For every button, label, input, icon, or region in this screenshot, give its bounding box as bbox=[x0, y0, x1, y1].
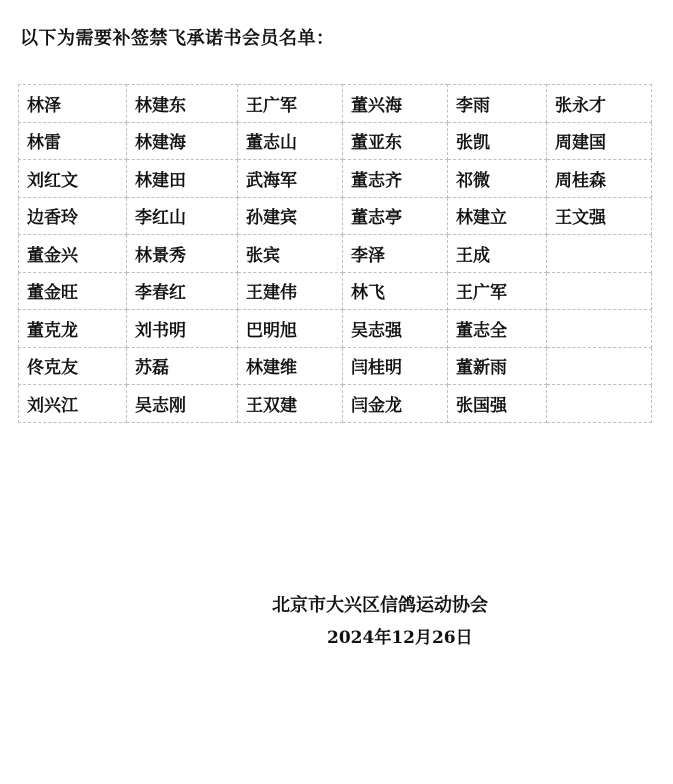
member-name-cell: 王建伟 bbox=[238, 272, 343, 310]
member-name-cell: 孙建宾 bbox=[238, 197, 343, 235]
empty-cell bbox=[547, 347, 652, 385]
member-name-cell: 吴志刚 bbox=[127, 385, 238, 423]
table-row bbox=[19, 122, 652, 160]
issuing-organization: 北京市大兴区信鸽运动协会 bbox=[272, 595, 488, 616]
member-name-cell: 林景秀 bbox=[127, 235, 238, 273]
member-name-cell: 王双建 bbox=[238, 385, 343, 423]
member-name-cell: 武海军 bbox=[238, 160, 343, 198]
member-name-cell: 李雨 bbox=[448, 85, 547, 123]
member-name-cell: 李春红 bbox=[127, 272, 238, 310]
member-name-cell: 张国强 bbox=[448, 385, 547, 423]
member-name-cell: 王广军 bbox=[238, 85, 343, 123]
member-name-cell: 林雷 bbox=[19, 122, 127, 160]
member-name-cell: 董新雨 bbox=[448, 347, 547, 385]
member-name-cell: 李红山 bbox=[127, 197, 238, 235]
issue-date: 2024年12月26日 bbox=[327, 628, 473, 648]
member-name-cell: 董志全 bbox=[448, 310, 547, 348]
member-name-cell: 张宾 bbox=[238, 235, 343, 273]
table-row bbox=[19, 235, 652, 273]
member-name-cell: 吴志强 bbox=[343, 310, 448, 348]
table-row bbox=[19, 272, 652, 310]
member-name-cell: 王广军 bbox=[448, 272, 547, 310]
member-name-cell: 边香玲 bbox=[19, 197, 127, 235]
member-name-cell: 王成 bbox=[448, 235, 547, 273]
member-name-cell: 林建东 bbox=[127, 85, 238, 123]
empty-cell bbox=[547, 385, 652, 423]
member-name-cell: 张凯 bbox=[448, 122, 547, 160]
table-row bbox=[19, 85, 652, 123]
member-name-cell: 董志齐 bbox=[343, 160, 448, 198]
member-name-cell: 苏磊 bbox=[127, 347, 238, 385]
member-name-cell: 林建立 bbox=[448, 197, 547, 235]
empty-cell bbox=[547, 235, 652, 273]
member-name-cell: 周桂森 bbox=[547, 160, 652, 198]
member-name-cell: 周建国 bbox=[547, 122, 652, 160]
member-name-cell: 董克龙 bbox=[19, 310, 127, 348]
member-table bbox=[18, 84, 652, 423]
member-name-cell: 董志山 bbox=[238, 122, 343, 160]
member-name-cell: 张永才 bbox=[547, 85, 652, 123]
member-name-cell: 林飞 bbox=[343, 272, 448, 310]
member-name-cell: 董金兴 bbox=[19, 235, 127, 273]
member-name-cell: 林建田 bbox=[127, 160, 238, 198]
document-heading: 以下为需要补签禁飞承诺书会员名单： bbox=[20, 28, 335, 49]
member-name-cell: 刘书明 bbox=[127, 310, 238, 348]
member-name-cell: 巴明旭 bbox=[238, 310, 343, 348]
table-row bbox=[19, 310, 652, 348]
member-name-cell: 刘红文 bbox=[19, 160, 127, 198]
member-name-cell: 林建海 bbox=[127, 122, 238, 160]
member-name-cell: 祁微 bbox=[448, 160, 547, 198]
table-row bbox=[19, 347, 652, 385]
member-name-cell: 王文强 bbox=[547, 197, 652, 235]
table-row bbox=[19, 197, 652, 235]
member-name-cell: 林建维 bbox=[238, 347, 343, 385]
empty-cell bbox=[547, 272, 652, 310]
member-table-body bbox=[19, 85, 652, 423]
member-name-cell: 林泽 bbox=[19, 85, 127, 123]
empty-cell bbox=[547, 310, 652, 348]
member-name-cell: 刘兴江 bbox=[19, 385, 127, 423]
member-name-cell: 董亚东 bbox=[343, 122, 448, 160]
member-name-cell: 闫桂明 bbox=[343, 347, 448, 385]
table-row bbox=[19, 160, 652, 198]
member-name-cell: 董兴海 bbox=[343, 85, 448, 123]
member-name-cell: 佟克友 bbox=[19, 347, 127, 385]
member-name-cell: 李泽 bbox=[343, 235, 448, 273]
member-name-cell: 董志亭 bbox=[343, 197, 448, 235]
member-name-cell: 闫金龙 bbox=[343, 385, 448, 423]
table-row bbox=[19, 385, 652, 423]
member-name-cell: 董金旺 bbox=[19, 272, 127, 310]
